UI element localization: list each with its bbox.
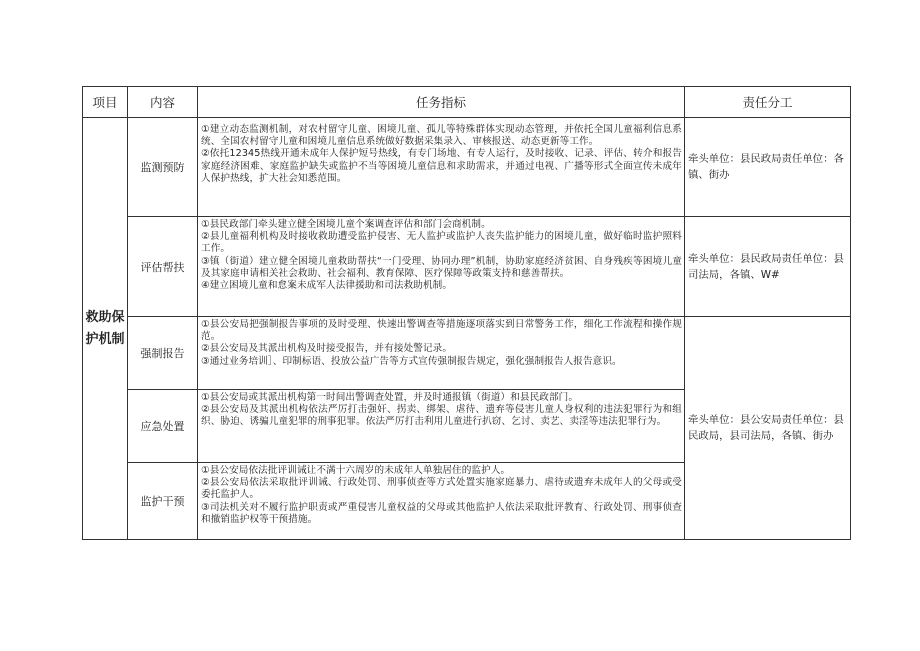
- responsibility-table: [82, 86, 851, 540]
- task-cell: [198, 390, 685, 463]
- task-item: ②县公安局及其派出机构及时接受报告，并有接处警记录。: [201, 343, 453, 355]
- responsibility-cell: 牵头单位：县民政局责任单位：县司法局，各镇、W#: [685, 217, 851, 317]
- category-cell: 监护干预: [128, 463, 198, 540]
- category-cell: 评估帮扶: [128, 217, 198, 317]
- task-item: ④建立困境儿童和怠案未成军人法律援助和司法救助机制。: [201, 280, 453, 292]
- task-item: ②县公安局及其派出机构依法严厉打击强奸、拐卖、绑架、虐待、遗弃等侵害儿童人身权利的违法犯罪行为和组织、胁迫、诱骗儿童犯罪的刑事犯罪。依法严厉打击利用儿童进行扒窃、乞讨、卖艺、卖淫等违法犯罪行为。: [201, 404, 682, 428]
- table-row: [83, 217, 851, 317]
- task-item: ②县儿童福利机构及时接收救助遭受监护侵害、无人监护或监护人丧失监护能力的困境儿童，做好临时监护照料工作。: [201, 231, 682, 255]
- task-cell: [198, 217, 685, 317]
- task-cell: [198, 118, 685, 217]
- task-item: ②县公安局依法采取批评训诫、行政处罚、刑事侦查等方式处置实施家庭暴力、虐待或遗弃未成年人的父母或受委托监护人。: [201, 477, 682, 501]
- table-row: [83, 118, 851, 217]
- category-cell: 强制报告: [128, 317, 198, 390]
- task-item: ③镇（街道）建立健全困境儿童救助帮扶“一门受理、协同办理”机制，协助家庭经济贫困、自身残疾等困境儿童及其家庭申请相关社会救助、社会福利、教育保障、医疗保障等政策支持和慈善帮扶。: [201, 255, 682, 279]
- category-cell: 监测预防: [128, 118, 198, 217]
- task-item: ①县民政部门牵头建立健全困境儿童个案调查评估和部门会商机制。: [201, 219, 491, 230]
- task-item: ①县公安局把强制报告事项的及时受理、快速出警调查等措施逐项落实到日常警务工作，细化工作流程和操作规范。: [201, 319, 682, 343]
- project-cell: 救助保护机制: [83, 118, 128, 540]
- header-project: 项目: [83, 87, 128, 118]
- task-item: ③通过业务培训］、印制标语、投放公益广告等方式宣传强制报告规定，强化强制报告人报告意识。: [201, 355, 622, 367]
- task-item: ①建立动态监测机制，对农村留守儿童、困境儿童、孤儿等特殊群体实现动态管理，并依托全国儿童福利信息系统、全国农村留守儿童和困境儿童信息系统做好数据采集录入、审核报送、动态更新等工作。: [201, 124, 682, 148]
- table-row: [83, 317, 851, 390]
- header-row: [83, 87, 851, 118]
- responsibility-cell: 牵头单位：县公安局责任单位：县民政局，县司法局，各镇、街办: [685, 317, 851, 540]
- task-item: ①县公安局依法批评训诫让不满十六周岁的未成年人单独居住的监护人。: [201, 465, 511, 476]
- task-item: ①县公安局或其派出机构第一时间出警调查处置，并及时通报镇（街道）和县民政部门。: [201, 392, 579, 403]
- responsibility-cell: 牵头单位：县民政局责任单位：各镇、街办: [685, 118, 851, 217]
- header-content: 内容: [128, 87, 198, 118]
- category-cell: 应急处置: [128, 390, 198, 463]
- header-task: 任务指标: [198, 87, 685, 118]
- task-cell: [198, 317, 685, 390]
- task-item: ②依托12345热线开通未成年人保护短号热线，有专门场地、有专人运行，及时接收、记录、评估、转介和报告家庭经济困难、家庭监护缺失或监护不当等困境儿童信息和求助需求，并通过电视、广播等形式全面宣传未成年人保护热线，扩大社会知悉范围。: [201, 148, 682, 184]
- task-item: ③司法机关对不履行监护职责或严重侵害儿童权益的父母或其他监护人依法采取批评教育、行政处罚、刑事侦查和撤销监护权等干预措施。: [201, 501, 682, 525]
- task-cell: [198, 463, 685, 540]
- header-responsibility: 责任分工: [685, 87, 851, 118]
